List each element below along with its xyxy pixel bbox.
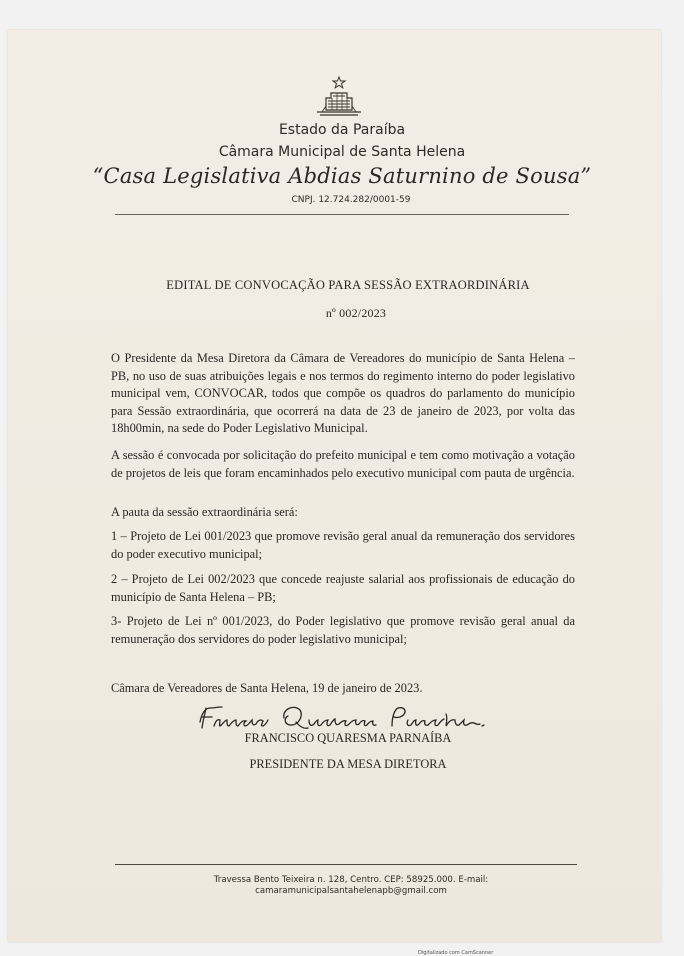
- body-paragraph: A sessão é convocada por solicitação do prefeito municipal e tem como motivação a votação de projetos de leis que foram encaminhados pelo executivo municipal com pauta de urgência.: [111, 448, 575, 480]
- header-divider: [115, 214, 569, 215]
- footer-address: Travessa Bento Teixeira n. 128, Centro. CEP: 58925.000. E-mail:: [213, 875, 489, 885]
- agenda-item: 3- Projeto de Lei nº 001/2023, do Poder legislativo que promove revisão geral anual da remuneração dos servidores do poder legislativo municipal;: [111, 614, 575, 646]
- house-name-heading: “Casa Legislativa Abdias Saturnino de Sousa”: [92, 164, 592, 188]
- notice-number: nº 002/2023: [325, 306, 387, 320]
- agenda-item: 1 – Projeto de Lei 001/2023 que promove revisão geral anual da remuneração dos servidores do poder executivo municipal;: [111, 529, 575, 561]
- scanner-watermark: Digitalizado com CamScanner: [418, 950, 494, 956]
- place-date: Câmara de Vereadores de Santa Helena, 19 de janeiro de 2023.: [111, 681, 423, 695]
- footer-email[interactable]: camaramunicipalsantahelenapb@gmail.com: [255, 886, 447, 896]
- notice-title: EDITAL DE CONVOCAÇÃO PARA SESSÃO EXTRAORDINÁRIA: [166, 278, 530, 292]
- coat-of-arms-icon: [314, 76, 364, 118]
- agenda-intro: A pauta da sessão extraordinária será:: [111, 505, 298, 519]
- chamber-heading: Câmara Municipal de Santa Helena: [218, 144, 466, 160]
- signatory-role: PRESIDENTE DA MESA DIRETORA: [249, 757, 447, 771]
- body-paragraph: O Presidente da Mesa Diretora da Câmara de Vereadores do município de Santa Helena – PB, no uso de suas atribuições legais e nos termos do regimento interno do poder legislativo municipal vem, CONVOCAR, todos que compõe os quadros do parlamento do município para Sessão extraordinária, que ocorrerá na data de 23 de janeiro de 2023, por volta das 18h00min, na sede do Poder Legislativo Municipal.: [111, 351, 575, 436]
- handwritten-signature: [196, 700, 496, 734]
- cnpj-text: CNPJ. 12.724.282/0001-59: [291, 195, 411, 205]
- signatory-name: FRANCISCO QUARESMA PARNAÍBA: [244, 731, 452, 745]
- agenda-item: 2 – Projeto de Lei 002/2023 que concede reajuste salarial aos profissionais de educação do município de Santa Helena – PB;: [111, 572, 575, 604]
- footer-divider: [115, 864, 577, 865]
- state-heading: Estado da Paraíba: [278, 122, 406, 138]
